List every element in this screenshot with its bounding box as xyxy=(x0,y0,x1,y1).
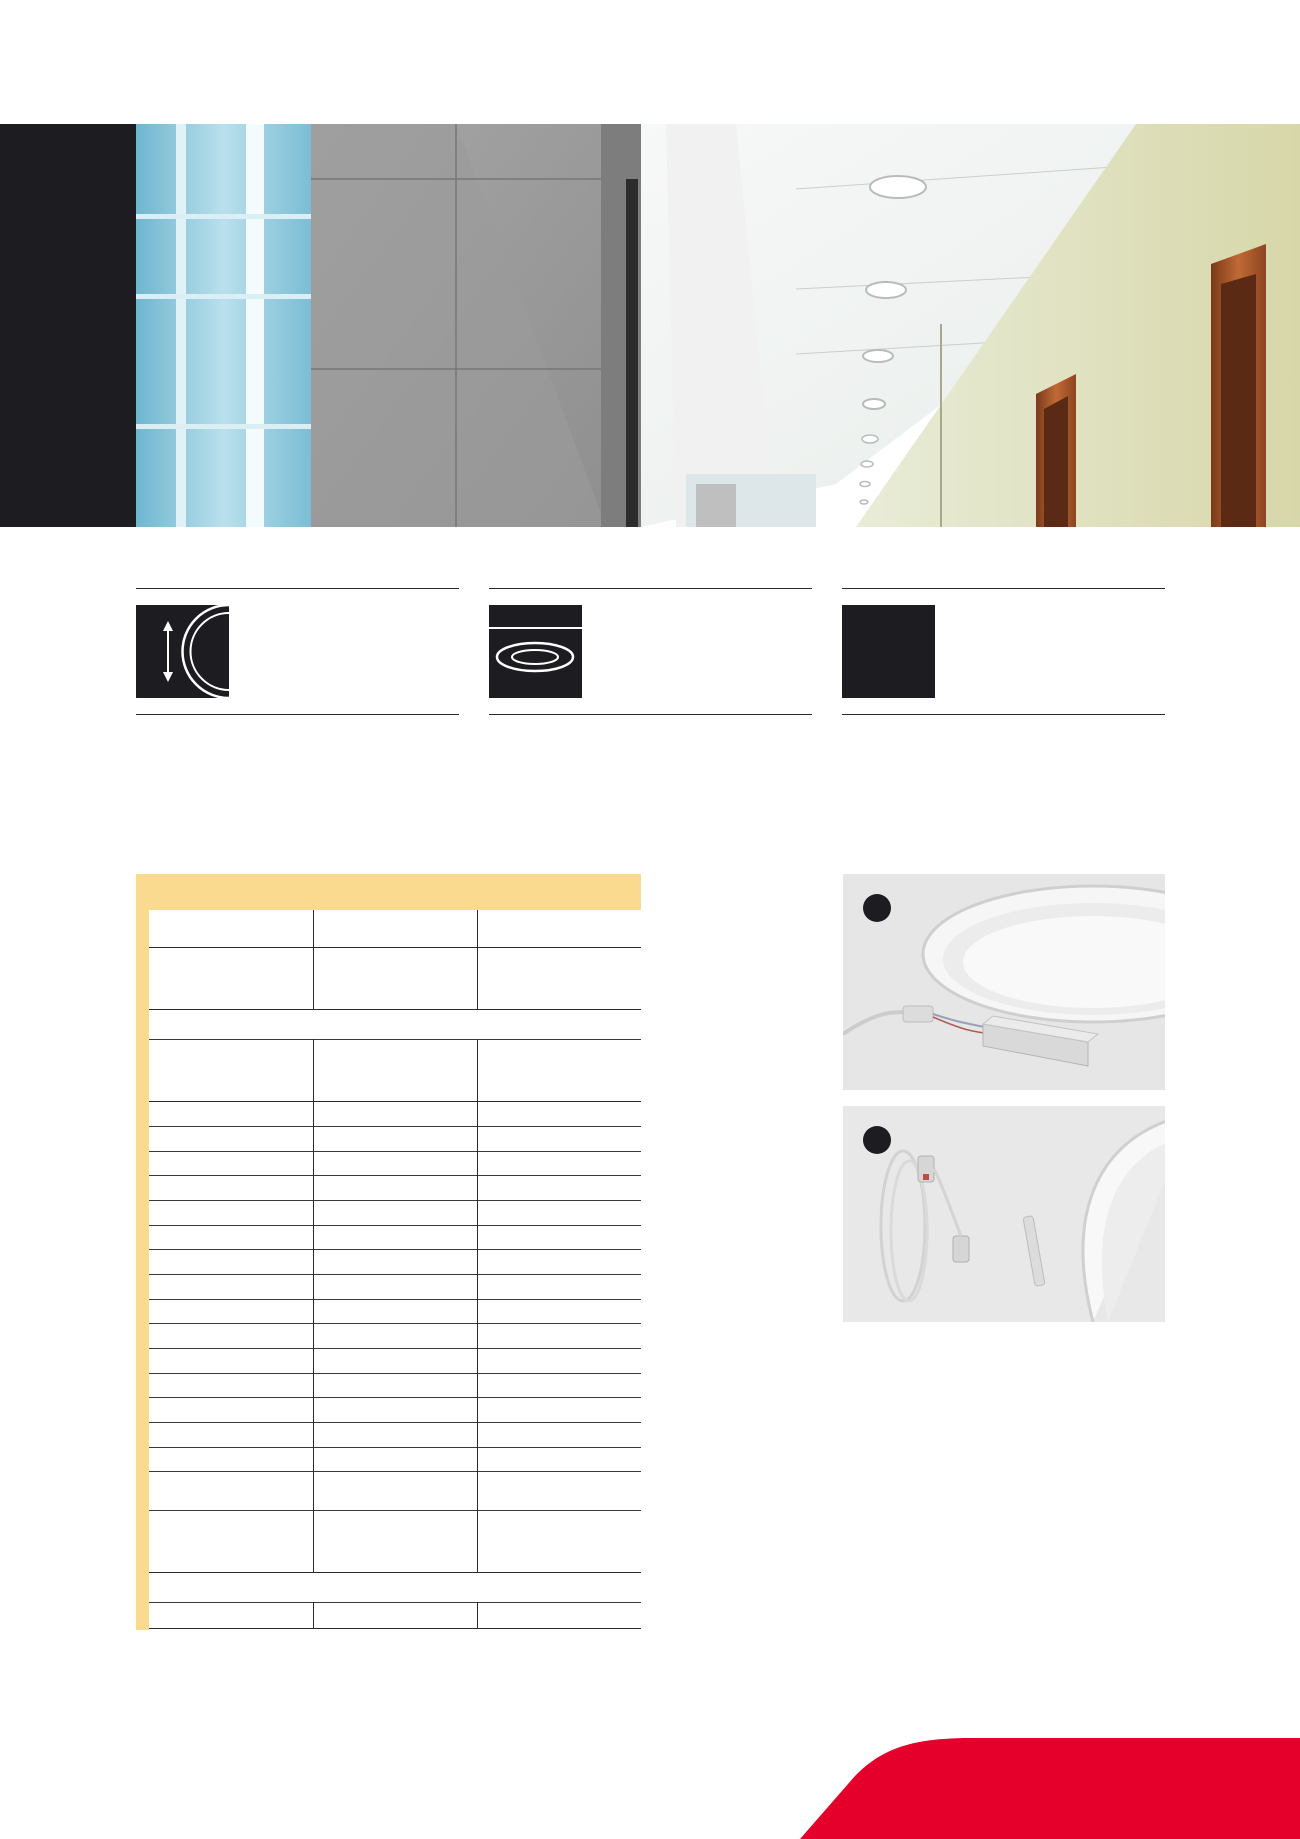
spec-table-header xyxy=(136,874,641,910)
table-col-line xyxy=(477,1039,478,1572)
table-row-line xyxy=(149,1471,641,1472)
table-col-line xyxy=(313,1602,314,1628)
table-row-line xyxy=(149,947,641,948)
table-row-line xyxy=(149,1628,641,1629)
table-row-line xyxy=(149,1572,641,1573)
table-col-line xyxy=(477,1602,478,1628)
hero-side-band xyxy=(0,124,136,527)
table-row-line xyxy=(149,1348,641,1349)
round-recessed-icon xyxy=(489,605,582,698)
brand-corner-shape xyxy=(800,1738,1300,1839)
table-col-line xyxy=(313,910,314,1009)
table-row-line xyxy=(149,1299,641,1300)
feature-round xyxy=(489,588,812,715)
table-row-line xyxy=(149,1602,641,1603)
blank-icon xyxy=(842,605,935,698)
number-badge-icon xyxy=(863,894,891,922)
table-row-line xyxy=(149,1175,641,1176)
table-row-line xyxy=(149,1009,641,1010)
table-row-line xyxy=(149,1249,641,1250)
table-col-line xyxy=(313,1039,314,1572)
spec-table xyxy=(136,874,641,1630)
table-row-line xyxy=(149,1422,641,1423)
number-badge-icon xyxy=(863,1126,891,1154)
table-row-line xyxy=(149,1323,641,1324)
product-panel-image xyxy=(843,874,1165,1090)
table-row-line xyxy=(149,1151,641,1152)
feature-icon-box xyxy=(136,605,229,698)
table-row-line xyxy=(149,1225,641,1226)
table-row-line xyxy=(149,1373,641,1374)
feature-blank xyxy=(842,588,1165,715)
hero-corridor-image xyxy=(136,124,1300,527)
table-row-line xyxy=(149,1126,641,1127)
table-row-line xyxy=(149,1397,641,1398)
product-photo-cable xyxy=(843,1106,1165,1322)
product-cable-image xyxy=(843,1106,1165,1322)
table-row-line xyxy=(149,1510,641,1511)
feature-adjustable xyxy=(136,588,459,715)
table-row-line xyxy=(149,1039,641,1040)
table-row-line xyxy=(149,1274,641,1275)
table-row-line xyxy=(149,1101,641,1102)
table-col-line xyxy=(477,910,478,1009)
product-photo-panel xyxy=(843,874,1165,1090)
feature-icon-box xyxy=(842,605,935,698)
table-row-line xyxy=(149,1447,641,1448)
spec-table-side-bar xyxy=(136,874,149,1630)
adjustable-depth-icon xyxy=(136,605,229,698)
hero-banner xyxy=(0,124,1300,527)
feature-icon-box xyxy=(489,605,582,698)
table-row-line xyxy=(149,1200,641,1201)
